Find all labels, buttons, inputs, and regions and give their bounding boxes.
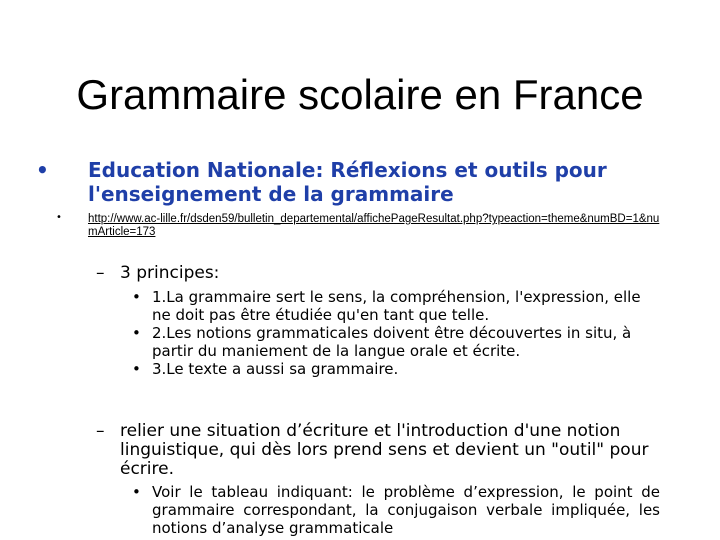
source-link[interactable]: http://www.ac-lille.fr/dsden59/bulletin_departemental/affichePageResultat.php?typeaction=theme&numBD=1&numArticle=173	[88, 213, 660, 238]
list-item-text: 2.Les notions grammaticales doivent être découvertes in situ, à partir du maniement de la langue orale et écrite.	[152, 324, 632, 360]
note-list	[132, 483, 660, 537]
sub-bullet-text: relier une situation d’écriture et l'introduction d'une notion linguistique, qui dès lors prend sens et devient un "outil" pour écrire.	[120, 421, 649, 479]
list-item	[132, 483, 660, 537]
bullet-glyph: •	[132, 324, 141, 342]
bullet-glyph: •	[132, 288, 141, 306]
bullet-glyph: •	[56, 212, 62, 223]
dash-glyph: –	[96, 263, 105, 283]
list-item-text: 3.Le texte a aussi sa grammaire.	[152, 360, 399, 378]
dash-glyph: –	[96, 421, 105, 441]
list-item	[132, 324, 660, 360]
sub-bullet-text: 3 principes:	[120, 263, 220, 283]
slide-title: Grammaire scolaire en France	[76, 71, 644, 118]
list-item-text: Voir le tableau indiquant: le problème d’expression, le point de grammaire correspondant, la conjugaison verbale impliquée, les notions d’analyse grammaticale	[152, 483, 660, 537]
bullet-glyph: •	[132, 483, 141, 501]
list-item-text: 1.La grammaire sert le sens, la compréhension, l'expression, elle ne doit pas être étudiée qu'en tant que telle.	[152, 288, 641, 324]
principles-list	[132, 288, 660, 378]
main-bullet-text: Education Nationale: Réflexions et outils pour l'enseignement de la grammaire	[88, 158, 607, 206]
list-item	[132, 360, 660, 378]
list-item	[132, 288, 660, 324]
bullet-glyph: •	[36, 158, 49, 182]
bullet-glyph: •	[132, 360, 141, 378]
